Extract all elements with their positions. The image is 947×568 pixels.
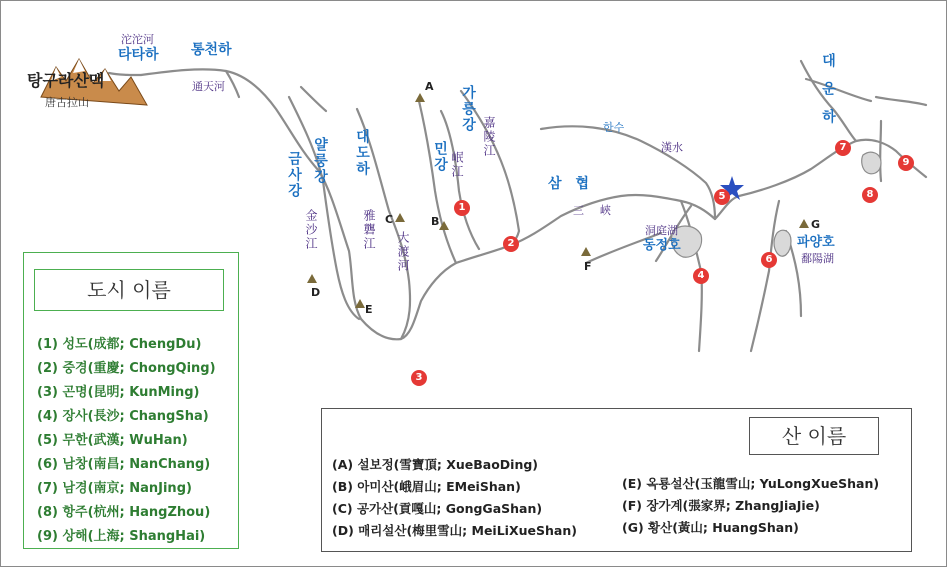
city-item: (6) 남창(南昌; NanChang) (37, 457, 211, 472)
poyang-hanja: 鄱陽湖 (801, 252, 834, 265)
city-legend (23, 252, 239, 549)
city-marker-3[interactable]: 3 (411, 370, 427, 386)
yalong-river (286, 97, 359, 319)
han-river (541, 126, 715, 219)
mountain-a-label: A (425, 80, 434, 93)
yangtze-river (141, 69, 926, 339)
tongtian-ko: 통천하 (191, 42, 232, 58)
mountain-c-label: C (385, 213, 394, 226)
jialing-ko: 가릉강 (460, 85, 476, 133)
range-label-text: 탕구라산맥 (27, 71, 105, 90)
city-marker-4[interactable]: 4 (693, 268, 709, 284)
city-marker-6[interactable]: 6 (761, 252, 777, 268)
mountain-item: (D) 매리설산(梅里雪山; MeiLiXueShan) (332, 523, 577, 538)
mountain-b-label: B (431, 215, 440, 228)
mountain-e-label: E (365, 303, 373, 316)
city-item: (2) 중경(重慶; ChongQing) (37, 361, 216, 376)
mountain-item: (C) 공가산(貢嘎山; GongGaShan) (332, 501, 543, 516)
poyang-ko: 파양호 (797, 235, 835, 250)
poyang-lake (774, 230, 791, 256)
mountain-b-icon (439, 221, 449, 230)
mountain-legend-title: 산 이름 (749, 417, 879, 455)
han-ko: 한수 (603, 121, 625, 134)
dadu-ko: 대도하 (354, 129, 370, 177)
tuotuo-hanja: 沱沱河 (121, 33, 154, 46)
sanxia-hanja: 三峽 (573, 204, 627, 217)
mountain-g-label: G (811, 218, 821, 231)
city-item: (1) 성도(成都; ChengDu) (37, 337, 202, 352)
city-marker-9[interactable]: 9 (898, 155, 914, 171)
city-item: (9) 상해(上海; ShangHai) (37, 529, 206, 544)
city-item: (7) 남경(南京; NanJing) (37, 481, 192, 496)
tuotuo-ko: 타타하 (118, 47, 159, 63)
dadu-hanja: 大渡河 (396, 231, 410, 273)
mountain-f-icon (581, 247, 591, 256)
tuotuo-river (109, 73, 141, 75)
mountain-item: (G) 황산(黃山; HuangShan) (622, 520, 799, 535)
city-marker-5[interactable]: 5 (714, 189, 730, 205)
min-ko: 민강 (432, 141, 448, 173)
gan-river (751, 201, 779, 351)
mountain-item: (F) 장가계(張家界; ZhangJiaJie) (622, 498, 820, 513)
tai-lake (862, 152, 881, 174)
dongting-hanja: 洞庭湖 (645, 224, 678, 237)
city-marker-1[interactable]: 1 (454, 200, 470, 216)
city-marker-2[interactable]: 2 (503, 236, 519, 252)
range-label-ko (27, 73, 104, 89)
city-marker-8[interactable]: 8 (862, 187, 878, 203)
jinsha-hanja: 金沙江 (304, 209, 318, 251)
jinsha-ko: 금사강 (286, 151, 302, 199)
range-label-hanja: 唐古拉山 (45, 96, 89, 109)
min-river (419, 101, 456, 263)
city-marker-7[interactable]: 7 (835, 140, 851, 156)
mountain-item: (B) 아미산(峨眉山; EMeiShan) (332, 479, 521, 494)
mountain-g-icon (799, 219, 809, 228)
sanxia-ko: 삼협 (548, 176, 604, 192)
city-item: (8) 항주(杭州; HangZhou) (37, 505, 211, 520)
mountain-e-icon (355, 299, 365, 308)
city-item: (4) 장사(長沙; ChangSha) (37, 409, 209, 424)
mountain-c-icon (395, 213, 405, 222)
grand-canal-ko: 대운하 (820, 53, 836, 137)
mountain-item: (A) 설보정(雪寶頂; XueBaoDing) (332, 457, 539, 472)
mountain-d-icon (307, 274, 317, 283)
yalong-hanja: 雅礱江 (362, 209, 376, 251)
city-legend-title: 도시 이름 (34, 269, 224, 311)
city-item: (3) 곤명(昆明; KunMing) (37, 385, 200, 400)
min-hanja: 岷江 (450, 151, 464, 179)
mountain-legend (321, 408, 912, 552)
yalong-ko: 얄룽강 (312, 137, 328, 185)
tongtian-hanja: 通天河 (192, 80, 225, 93)
mountain-a-icon (415, 93, 425, 102)
han-hanja: 漢水 (661, 141, 683, 154)
mountain-f-label: F (584, 260, 592, 273)
mountain-d-label: D (311, 286, 321, 299)
city-item: (5) 무한(武漢; WuHan) (37, 433, 188, 448)
mountain-item: (E) 옥룡설산(玉龍雪山; YuLongXueShan) (622, 476, 880, 491)
dongting-ko: 동정호 (643, 238, 681, 253)
jialing-hanja: 嘉陵江 (482, 116, 496, 158)
